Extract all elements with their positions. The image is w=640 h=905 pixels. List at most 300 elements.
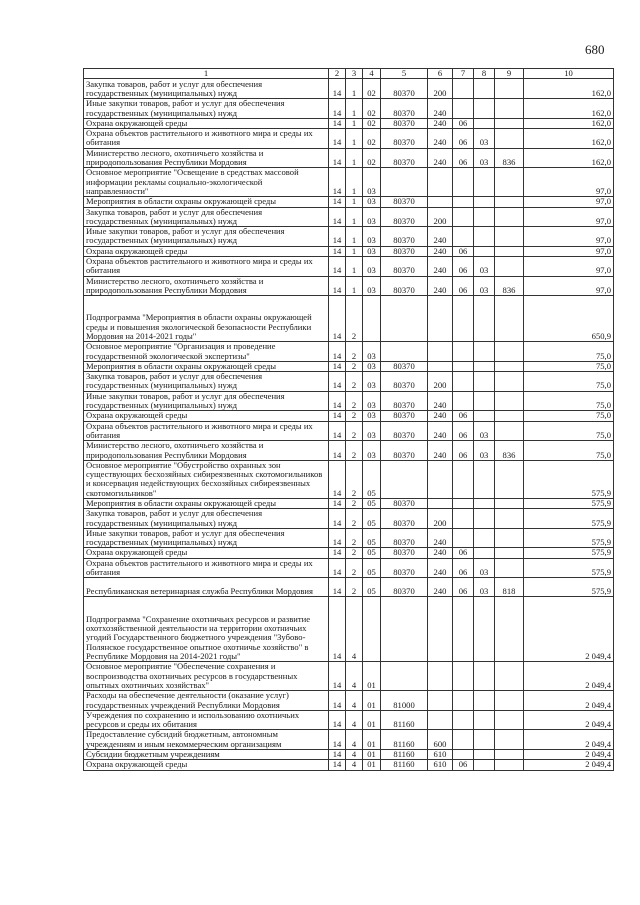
row-code-4: 05	[363, 548, 381, 558]
row-code-9	[495, 528, 524, 548]
row-name: Республиканская ветеринарная служба Республики Мордовия	[84, 578, 329, 597]
row-code-3: 1	[346, 99, 363, 119]
row-code-7	[453, 509, 474, 529]
row-code-7: 06	[453, 558, 474, 578]
row-name: Охрана объектов растительного и животного мира и среды их обитания	[84, 257, 329, 277]
row-code-7: 06	[453, 578, 474, 597]
row-code-9	[495, 391, 524, 411]
row-code-8	[474, 246, 495, 256]
row-code-7: 06	[453, 548, 474, 558]
row-code-3: 2	[346, 528, 363, 548]
row-code-6: 240	[428, 257, 453, 277]
row-code-6: 240	[428, 276, 453, 296]
row-code-7: 06	[453, 421, 474, 441]
table-row	[84, 276, 614, 296]
row-code-7	[453, 391, 474, 411]
row-amount: 2 049,4	[524, 691, 614, 711]
row-amount: 97,0	[524, 246, 614, 256]
table-row	[84, 79, 614, 99]
row-name: Основное мероприятие "Организация и проведение государственной экологической экспертизы"	[84, 342, 329, 362]
row-amount: 575,9	[524, 558, 614, 578]
row-code-5	[381, 296, 428, 342]
row-code-9	[495, 662, 524, 691]
table-row	[84, 99, 614, 119]
row-code-8: 03	[474, 129, 495, 149]
row-code-9	[495, 411, 524, 421]
row-code-8	[474, 460, 495, 498]
row-code-2: 14	[329, 730, 346, 750]
row-code-7	[453, 361, 474, 371]
row-amount: 97,0	[524, 227, 614, 247]
table-row	[84, 342, 614, 362]
table-row	[84, 509, 614, 529]
row-code-3: 2	[346, 441, 363, 461]
row-code-9	[495, 99, 524, 119]
row-code-2: 14	[329, 558, 346, 578]
row-code-6	[428, 460, 453, 498]
row-code-6: 240	[428, 558, 453, 578]
row-name: Основное мероприятие "Освещение в средствах массовой информации рекламы социально-экологической направленности"	[84, 168, 329, 197]
row-code-7: 06	[453, 148, 474, 168]
row-code-5: 80370	[381, 361, 428, 371]
row-name: Основное мероприятие "Обустройство охранных зон существующих бесхозяйных сибиреязвенных скотомогильников и консервация недействующих бесхозяйных сибиреязвенных скотомогильников"	[84, 460, 329, 498]
table-row	[84, 578, 614, 597]
row-code-2: 14	[329, 246, 346, 256]
row-amount: 75,0	[524, 391, 614, 411]
row-code-9	[495, 372, 524, 392]
row-code-4: 05	[363, 578, 381, 597]
table-row	[84, 441, 614, 461]
column-header-2: 2	[329, 69, 346, 79]
row-code-5: 80370	[381, 227, 428, 247]
row-code-3: 4	[346, 750, 363, 760]
row-code-6: 600	[428, 730, 453, 750]
row-code-9	[495, 118, 524, 128]
row-name: Иные закупки товаров, работ и услуг для обеспечения государственных (муниципальных) нужд	[84, 227, 329, 247]
row-code-7	[453, 498, 474, 508]
row-code-5: 80370	[381, 548, 428, 558]
row-code-6: 240	[428, 421, 453, 441]
row-code-5: 80370	[381, 498, 428, 508]
row-code-6: 240	[428, 118, 453, 128]
row-name: Мероприятия в области охраны окружающей среды	[84, 197, 329, 207]
row-code-7: 06	[453, 441, 474, 461]
row-code-3: 2	[346, 548, 363, 558]
row-name: Предоставление субсидий бюджетным, автономным учреждениям и иным некоммерческим организациям	[84, 730, 329, 750]
row-name: Охрана окружающей среды	[84, 246, 329, 256]
row-code-7	[453, 460, 474, 498]
row-code-9	[495, 710, 524, 730]
row-code-5: 80370	[381, 372, 428, 392]
row-amount: 2 049,4	[524, 750, 614, 760]
row-code-2: 14	[329, 750, 346, 760]
row-code-5: 80370	[381, 276, 428, 296]
row-code-4: 05	[363, 498, 381, 508]
row-code-9	[495, 246, 524, 256]
row-code-5: 80370	[381, 79, 428, 99]
row-code-5: 81160	[381, 730, 428, 750]
table-row	[84, 227, 614, 247]
row-code-8	[474, 750, 495, 760]
row-code-6	[428, 197, 453, 207]
row-code-8	[474, 207, 495, 227]
table-row	[84, 597, 614, 662]
row-code-9	[495, 750, 524, 760]
row-amount: 575,9	[524, 498, 614, 508]
row-code-8	[474, 99, 495, 119]
table-row	[84, 391, 614, 411]
row-code-6	[428, 361, 453, 371]
row-name: Закупка товаров, работ и услуг для обеспечения государственных (муниципальных) нужд	[84, 207, 329, 227]
row-code-3: 2	[346, 509, 363, 529]
row-code-4: 05	[363, 558, 381, 578]
row-code-8	[474, 372, 495, 392]
row-amount: 75,0	[524, 372, 614, 392]
row-code-5: 80370	[381, 118, 428, 128]
table-row	[84, 548, 614, 558]
row-code-9: 818	[495, 578, 524, 597]
table-row	[84, 118, 614, 128]
row-amount: 650,9	[524, 296, 614, 342]
row-code-6	[428, 710, 453, 730]
row-code-4: 03	[363, 257, 381, 277]
row-name: Расходы на обеспечение деятельности (оказание услуг) государственных учреждений Республики Мордовия	[84, 691, 329, 711]
row-code-2: 14	[329, 79, 346, 99]
row-code-7	[453, 342, 474, 362]
row-code-3: 4	[346, 662, 363, 691]
row-code-5	[381, 460, 428, 498]
row-code-6: 240	[428, 528, 453, 548]
row-code-7: 06	[453, 276, 474, 296]
row-code-5: 80370	[381, 257, 428, 277]
row-code-2: 14	[329, 662, 346, 691]
row-code-6	[428, 168, 453, 197]
row-amount: 75,0	[524, 441, 614, 461]
row-code-5: 80370	[381, 421, 428, 441]
row-code-8	[474, 197, 495, 207]
row-name: Охрана окружающей среды	[84, 548, 329, 558]
row-code-2: 14	[329, 710, 346, 730]
column-header-5: 5	[381, 69, 428, 79]
row-name: Охрана объектов растительного и животного мира и среды их обитания	[84, 558, 329, 578]
row-code-9	[495, 129, 524, 149]
row-code-9	[495, 730, 524, 750]
row-code-8	[474, 528, 495, 548]
table-row	[84, 207, 614, 227]
row-code-8	[474, 509, 495, 529]
header-row	[84, 69, 614, 79]
row-code-6	[428, 342, 453, 362]
row-code-6	[428, 296, 453, 342]
row-code-7: 06	[453, 118, 474, 128]
row-code-5	[381, 342, 428, 362]
table-row	[84, 148, 614, 168]
row-code-9	[495, 548, 524, 558]
row-code-9	[495, 342, 524, 362]
row-code-4: 03	[363, 168, 381, 197]
table-row	[84, 528, 614, 548]
row-code-8	[474, 760, 495, 770]
row-code-5: 80370	[381, 129, 428, 149]
row-code-5	[381, 168, 428, 197]
row-amount: 2 049,4	[524, 730, 614, 750]
row-amount: 575,9	[524, 578, 614, 597]
row-code-9	[495, 421, 524, 441]
row-code-2: 14	[329, 421, 346, 441]
row-amount: 75,0	[524, 411, 614, 421]
row-code-2: 14	[329, 691, 346, 711]
row-code-3: 4	[346, 691, 363, 711]
row-code-5: 80370	[381, 509, 428, 529]
table-row	[84, 361, 614, 371]
row-code-5: 80370	[381, 411, 428, 421]
row-name: Иные закупки товаров, работ и услуг для обеспечения государственных (муниципальных) нужд	[84, 99, 329, 119]
row-name: Охрана окружающей среды	[84, 118, 329, 128]
row-code-4: 01	[363, 710, 381, 730]
row-code-8: 03	[474, 257, 495, 277]
row-code-3: 1	[346, 246, 363, 256]
row-code-3: 2	[346, 411, 363, 421]
row-code-2: 14	[329, 760, 346, 770]
row-code-6: 610	[428, 750, 453, 760]
row-code-6	[428, 498, 453, 508]
column-header-6: 6	[428, 69, 453, 79]
row-code-4: 05	[363, 460, 381, 498]
row-code-9	[495, 168, 524, 197]
row-code-5: 81160	[381, 710, 428, 730]
row-code-7	[453, 662, 474, 691]
table-row	[84, 730, 614, 750]
row-amount: 162,0	[524, 79, 614, 99]
row-code-5: 80370	[381, 391, 428, 411]
row-code-9	[495, 197, 524, 207]
row-code-7: 06	[453, 257, 474, 277]
row-code-9	[495, 558, 524, 578]
row-code-3: 2	[346, 558, 363, 578]
row-code-4: 02	[363, 118, 381, 128]
table-row	[84, 750, 614, 760]
row-code-3: 1	[346, 227, 363, 247]
row-code-2: 14	[329, 361, 346, 371]
row-code-4: 03	[363, 276, 381, 296]
row-code-2: 14	[329, 460, 346, 498]
row-code-7	[453, 79, 474, 99]
row-code-3: 4	[346, 730, 363, 750]
row-code-7	[453, 207, 474, 227]
row-code-8	[474, 498, 495, 508]
row-code-5: 80370	[381, 528, 428, 548]
row-code-3: 4	[346, 760, 363, 770]
row-code-6: 240	[428, 548, 453, 558]
row-code-4: 02	[363, 148, 381, 168]
row-code-7	[453, 710, 474, 730]
row-amount: 97,0	[524, 257, 614, 277]
row-amount: 162,0	[524, 129, 614, 149]
row-code-4: 05	[363, 509, 381, 529]
row-amount: 575,9	[524, 460, 614, 498]
row-code-7	[453, 227, 474, 247]
row-code-7	[453, 372, 474, 392]
row-code-9: 836	[495, 276, 524, 296]
row-code-4: 03	[363, 421, 381, 441]
row-code-3: 1	[346, 148, 363, 168]
table-row	[84, 296, 614, 342]
row-code-7	[453, 296, 474, 342]
table-row	[84, 691, 614, 711]
row-code-3: 4	[346, 710, 363, 730]
row-code-4: 01	[363, 662, 381, 691]
row-code-6: 200	[428, 207, 453, 227]
row-code-3: 1	[346, 168, 363, 197]
row-amount: 97,0	[524, 197, 614, 207]
row-code-3: 2	[346, 372, 363, 392]
row-code-6	[428, 597, 453, 662]
row-code-9	[495, 460, 524, 498]
row-code-7	[453, 750, 474, 760]
row-amount: 162,0	[524, 148, 614, 168]
row-name: Подпрограмма "Сохранение охотничьих ресурсов и развитие охотхозяйственной деятельности на территории охотничьих угодий Государственного бюджетного учреждения "Зубово-Полянское государственное опытное охотничье хозяйство" в Республике Мордовия на 2014-2021 годы"	[84, 597, 329, 662]
table-row	[84, 421, 614, 441]
row-code-4: 01	[363, 760, 381, 770]
table-row	[84, 411, 614, 421]
row-code-3: 2	[346, 361, 363, 371]
row-code-2: 14	[329, 197, 346, 207]
row-code-5: 81160	[381, 750, 428, 760]
row-code-2: 14	[329, 296, 346, 342]
table-row	[84, 129, 614, 149]
row-code-8: 03	[474, 148, 495, 168]
row-name: Закупка товаров, работ и услуг для обеспечения государственных (муниципальных) нужд	[84, 509, 329, 529]
row-code-5: 80370	[381, 99, 428, 119]
row-code-9	[495, 79, 524, 99]
row-code-8: 03	[474, 441, 495, 461]
table-row	[84, 760, 614, 770]
row-code-4: 01	[363, 730, 381, 750]
row-code-8: 03	[474, 558, 495, 578]
row-code-8	[474, 168, 495, 197]
row-code-8	[474, 391, 495, 411]
row-code-4: 03	[363, 207, 381, 227]
row-code-8	[474, 296, 495, 342]
row-amount: 97,0	[524, 168, 614, 197]
row-amount: 2 049,4	[524, 597, 614, 662]
row-code-2: 14	[329, 548, 346, 558]
row-code-4: 03	[363, 342, 381, 362]
row-code-6: 240	[428, 411, 453, 421]
row-code-6: 240	[428, 129, 453, 149]
row-code-9	[495, 296, 524, 342]
row-code-8	[474, 411, 495, 421]
row-amount: 97,0	[524, 276, 614, 296]
row-code-6: 240	[428, 441, 453, 461]
row-code-3: 2	[346, 460, 363, 498]
row-code-6	[428, 691, 453, 711]
row-code-8	[474, 691, 495, 711]
row-name: Закупка товаров, работ и услуг для обеспечения государственных (муниципальных) нужд	[84, 372, 329, 392]
row-name: Министерство лесного, охотничьего хозяйства и природопользования Республики Мордовия	[84, 148, 329, 168]
row-code-2: 14	[329, 342, 346, 362]
row-name: Закупка товаров, работ и услуг для обеспечения государственных (муниципальных) нужд	[84, 79, 329, 99]
row-code-6: 240	[428, 148, 453, 168]
row-amount: 2 049,4	[524, 710, 614, 730]
table-row	[84, 498, 614, 508]
row-code-5	[381, 662, 428, 691]
row-code-3: 2	[346, 498, 363, 508]
row-amount: 2 049,4	[524, 662, 614, 691]
row-amount: 97,0	[524, 207, 614, 227]
row-code-4: 03	[363, 197, 381, 207]
row-code-5: 80370	[381, 148, 428, 168]
row-code-4: 01	[363, 691, 381, 711]
row-name: Основное мероприятие "Обеспечение сохранения и воспроизводства охотничьих ресурсов в государственных опытных охотничьих хозяйствах"	[84, 662, 329, 691]
table-row	[84, 558, 614, 578]
row-code-2: 14	[329, 207, 346, 227]
row-code-2: 14	[329, 118, 346, 128]
row-code-8	[474, 79, 495, 99]
row-code-2: 14	[329, 441, 346, 461]
row-code-9	[495, 498, 524, 508]
table-row	[84, 372, 614, 392]
row-code-9: 836	[495, 148, 524, 168]
row-code-4: 03	[363, 391, 381, 411]
row-code-9: 836	[495, 441, 524, 461]
row-name: Мероприятия в области охраны окружающей среды	[84, 498, 329, 508]
row-code-5	[381, 597, 428, 662]
column-header-1: 1	[84, 69, 329, 79]
row-code-2: 14	[329, 509, 346, 529]
row-code-6	[428, 662, 453, 691]
row-code-4: 05	[363, 528, 381, 548]
table-row	[84, 168, 614, 197]
row-code-7	[453, 528, 474, 548]
row-code-2: 14	[329, 597, 346, 662]
row-code-8	[474, 361, 495, 371]
row-amount: 575,9	[524, 528, 614, 548]
row-code-3: 2	[346, 391, 363, 411]
row-code-2: 14	[329, 99, 346, 119]
row-code-9	[495, 207, 524, 227]
row-code-5: 80370	[381, 558, 428, 578]
column-header-3: 3	[346, 69, 363, 79]
row-name: Иные закупки товаров, работ и услуг для обеспечения государственных (муниципальных) нужд	[84, 391, 329, 411]
row-amount: 2 049,4	[524, 760, 614, 770]
row-code-8	[474, 730, 495, 750]
row-code-5: 81000	[381, 691, 428, 711]
row-code-4: 03	[363, 441, 381, 461]
row-code-7: 06	[453, 129, 474, 149]
row-code-2: 14	[329, 391, 346, 411]
row-code-3: 2	[346, 578, 363, 597]
row-code-7	[453, 691, 474, 711]
row-code-9	[495, 227, 524, 247]
row-code-6: 200	[428, 79, 453, 99]
row-code-8	[474, 662, 495, 691]
table-row	[84, 257, 614, 277]
row-code-6: 240	[428, 246, 453, 256]
row-name: Субсидии бюджетным учреждениям	[84, 750, 329, 760]
row-name: Иные закупки товаров, работ и услуг для обеспечения государственных (муниципальных) нужд	[84, 528, 329, 548]
row-code-2: 14	[329, 227, 346, 247]
row-code-3: 1	[346, 129, 363, 149]
row-code-4: 03	[363, 411, 381, 421]
row-code-5: 80370	[381, 246, 428, 256]
row-code-2: 14	[329, 168, 346, 197]
row-code-8	[474, 710, 495, 730]
row-code-4	[363, 597, 381, 662]
row-code-9	[495, 760, 524, 770]
row-code-2: 14	[329, 276, 346, 296]
row-code-8	[474, 597, 495, 662]
